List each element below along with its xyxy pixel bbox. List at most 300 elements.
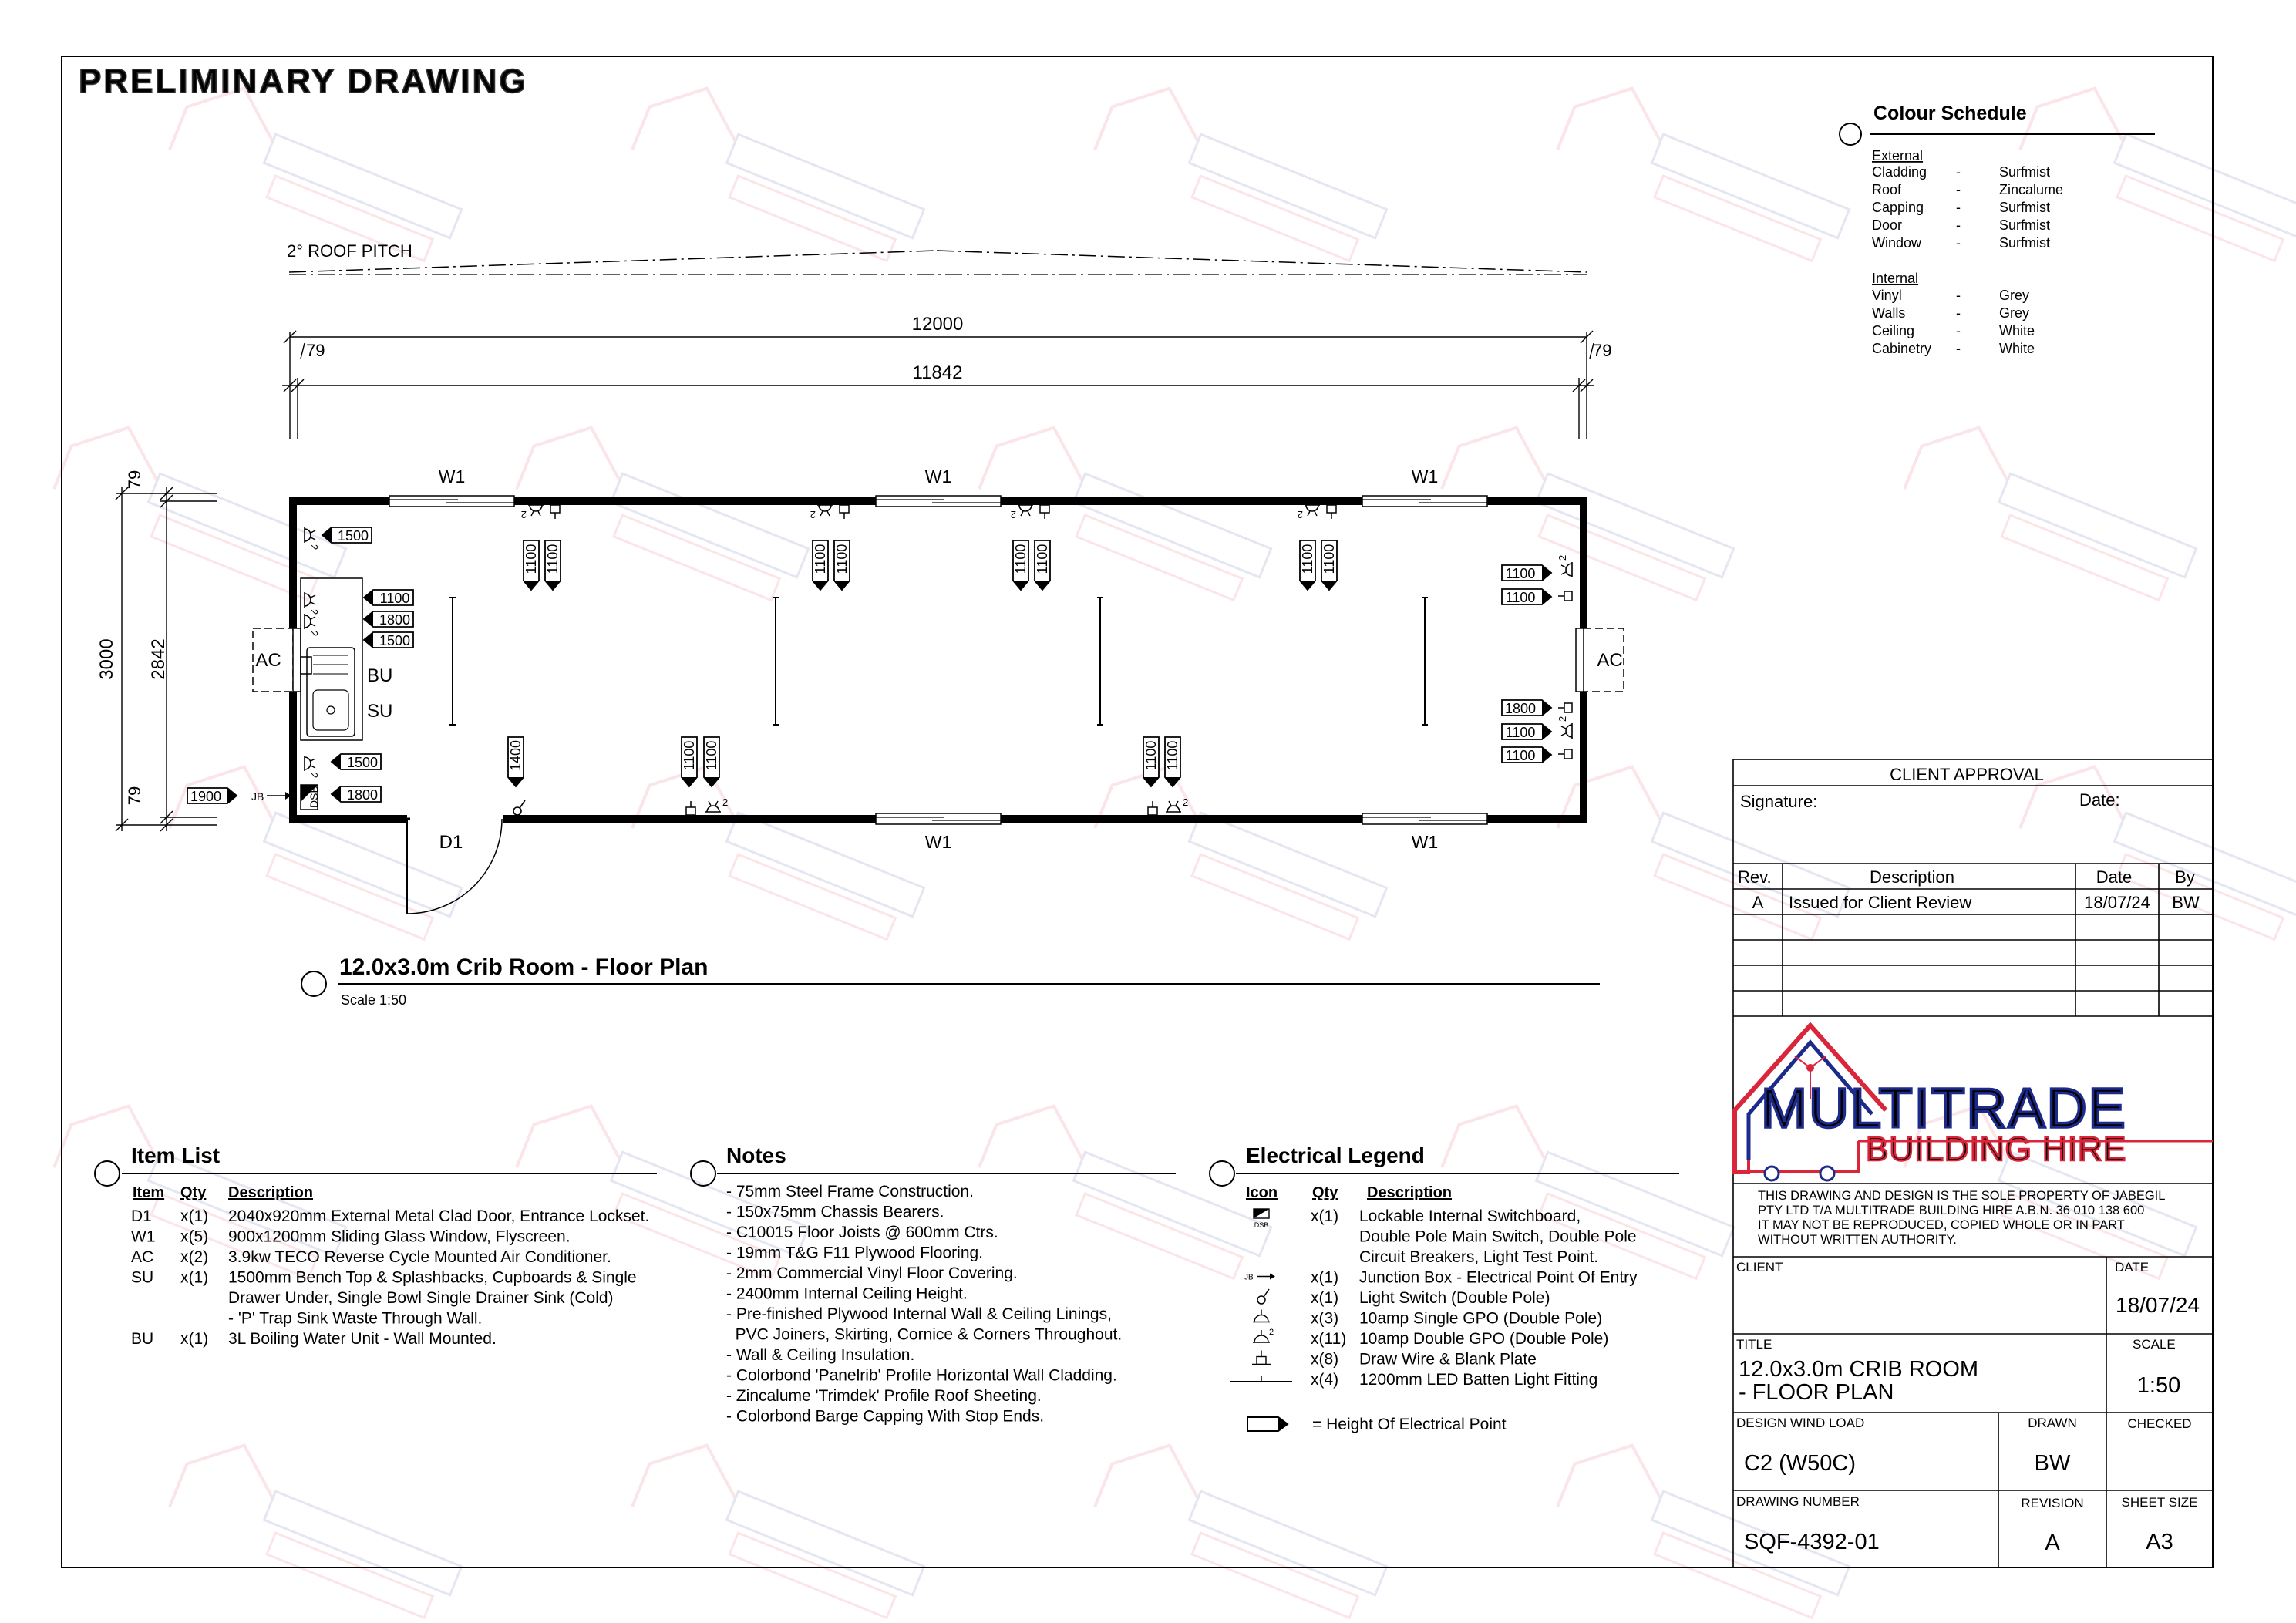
note-line: - 19mm T&G F11 Plywood Flooring.: [726, 1244, 984, 1262]
item-list-row: [131, 1330, 497, 1348]
internal-heading: Internal: [1872, 271, 1919, 286]
svg-text:Window: Window: [1872, 235, 1922, 251]
window-label: W1: [438, 466, 466, 487]
svg-text:D1: D1: [131, 1207, 152, 1225]
height-tag: [813, 540, 828, 590]
rev-by-header: By: [2175, 867, 2195, 887]
height-tag: [1502, 700, 1551, 716]
switchboard: [301, 785, 320, 810]
approval-date-label: Date:: [2079, 790, 2120, 810]
rev-row-date: 18/07/24: [2084, 893, 2150, 912]
height-tag: [1321, 540, 1337, 590]
svg-text:x(5): x(5): [180, 1227, 209, 1246]
height-tag: [508, 737, 524, 786]
double-gpo-icon: [1557, 555, 1572, 577]
svg-text:x(8): x(8): [1311, 1350, 1339, 1369]
colour-row: [1872, 164, 2050, 180]
svg-text:1500mm Bench Top & Splashbacks: 1500mm Bench Top & Splashbacks, Cupboards & Single: [228, 1268, 637, 1287]
note-line: - C10015 Floor Joists @ 600mm Ctrs.: [726, 1224, 998, 1241]
svg-text:1800: 1800: [1504, 701, 1537, 716]
draw-wire-icon: [840, 505, 849, 519]
svg-text:SU: SU: [131, 1268, 154, 1287]
switchboard-icon: [1254, 1209, 1269, 1229]
draw-wire-icon: [550, 505, 560, 519]
drawing-number-label: DRAWING NUMBER: [1736, 1494, 1860, 1509]
svg-text:Draw Wire & Blank Plate: Draw Wire & Blank Plate: [1359, 1350, 1537, 1369]
watermark-logo: [1092, 71, 1398, 267]
draw-wire-icon: [1327, 505, 1336, 519]
disclaimer-line: PTY LTD T/A MULTITRADE BUILDING HIRE A.B.N. 36 010 138 600: [1758, 1204, 2145, 1217]
svg-text:Cabinetry: Cabinetry: [1872, 341, 1932, 356]
disclaimer-line: THIS DRAWING AND DESIGN IS THE SOLE PROPERTY OF JABEGIL: [1758, 1189, 2166, 1203]
svg-text:Grey: Grey: [1999, 305, 2030, 321]
ac-label-right: AC: [1597, 650, 1623, 671]
drawing-number: SQF-4392-01: [1744, 1530, 1880, 1554]
draw-wire-icon: [1148, 801, 1157, 815]
drawn-value: BW: [2034, 1451, 2071, 1476]
drawn-label: DRAWN: [2028, 1416, 2077, 1430]
electrical-legend: [1210, 1143, 1679, 1433]
svg-text:1800: 1800: [379, 612, 411, 628]
preliminary-stamp: PRELIMINARY DRAWING: [79, 62, 528, 100]
double-gpo-icon: [305, 592, 320, 615]
sheet-size-label: SHEET SIZE: [2121, 1495, 2198, 1510]
watermark-logo: [976, 1089, 1282, 1285]
svg-text:1500: 1500: [379, 633, 411, 648]
svg-text:-: -: [1956, 200, 1961, 215]
dim-wall-left: 79: [306, 341, 325, 360]
double-gpo-icon: [1557, 716, 1572, 739]
note-line: - Colorbond 'Panelrib' Profile Horizontal Wall Cladding.: [726, 1366, 1117, 1385]
legend-row: [1257, 1289, 1550, 1307]
colour-schedule-title: Colour Schedule: [1873, 103, 2027, 124]
light-switch-icon: [513, 800, 525, 815]
rev-row-description: Issued for Client Review: [1789, 893, 1972, 912]
watermark-logo: [167, 1428, 473, 1623]
svg-text:2: 2: [1557, 716, 1568, 722]
svg-text:1100: 1100: [545, 544, 561, 574]
electrical-points: [187, 505, 1572, 815]
svg-text:2: 2: [1557, 554, 1568, 561]
svg-text:1100: 1100: [1321, 544, 1337, 574]
date-field-label: DATE: [2115, 1260, 2150, 1274]
svg-text:2: 2: [1010, 509, 1016, 520]
ac-unit-left: [253, 628, 301, 692]
disclaimer-line: IT MAY NOT BE REPRODUCED, COPIED WHOLE OR IN PART: [1758, 1218, 2125, 1232]
jb-label: JB: [251, 790, 264, 803]
colour-row: [1872, 341, 2035, 356]
watermark-logo: [629, 71, 935, 267]
height-tag: [364, 632, 413, 648]
svg-text:2: 2: [1297, 509, 1303, 520]
rev-row-rev: A: [1752, 893, 1764, 912]
svg-text:x(2): x(2): [180, 1248, 209, 1266]
double-gpo-icon: [521, 505, 544, 520]
svg-text:Light Switch (Double Pole): Light Switch (Double Pole): [1359, 1289, 1550, 1307]
height-tag: [1502, 565, 1551, 581]
dsb-label: DSB: [308, 786, 320, 808]
height-tag: [1165, 737, 1180, 786]
svg-text:x(1): x(1): [180, 1207, 209, 1225]
svg-text:1100: 1100: [1505, 725, 1536, 740]
roof-pitch-label: 2° ROOF PITCH: [287, 241, 412, 261]
svg-text:2: 2: [1183, 796, 1189, 808]
svg-text:x(3): x(3): [1311, 1309, 1339, 1328]
svg-text:x(11): x(11): [1311, 1330, 1347, 1348]
colour-row: [1872, 200, 2050, 215]
svg-text:1100: 1100: [1505, 748, 1536, 763]
watermark-logo: [1901, 410, 2207, 606]
bu-label: BU: [367, 665, 393, 686]
item-list-header-item: Item: [133, 1184, 165, 1201]
svg-text:1100: 1100: [1505, 590, 1536, 605]
checked-label: CHECKED: [2127, 1416, 2192, 1431]
svg-text:1100: 1100: [834, 544, 850, 574]
item-list-row: [131, 1269, 637, 1328]
svg-text:Junction Box - Electrical Poin: Junction Box - Electrical Point Of Entry: [1359, 1268, 1638, 1287]
door-label: D1: [439, 832, 463, 853]
svg-text:1100: 1100: [682, 740, 697, 771]
svg-text:Double Pole Main Switch, Doubl: Double Pole Main Switch, Double Pole: [1359, 1227, 1637, 1246]
revision-value: A: [2045, 1530, 2060, 1555]
draw-wire-icon: [1252, 1351, 1271, 1365]
svg-text:2: 2: [308, 544, 320, 551]
svg-text:Vinyl: Vinyl: [1872, 288, 1902, 303]
svg-text:2: 2: [520, 509, 527, 520]
svg-text:-: -: [1956, 305, 1961, 321]
colour-row: [1872, 182, 2063, 197]
roof-pitch-elevation: [287, 241, 1587, 274]
legend-header-icon: Icon: [1246, 1184, 1278, 1201]
svg-text:Grey: Grey: [1999, 288, 2030, 303]
disclaimer: [1758, 1189, 2165, 1247]
height-tag: [364, 611, 413, 628]
note-line: - Colorbond Barge Capping With Stop Ends.: [726, 1407, 1045, 1426]
svg-text:10amp Double GPO (Double Pole): 10amp Double GPO (Double Pole): [1359, 1330, 1609, 1348]
dim-bottom-wall: 79: [125, 786, 144, 806]
svg-text:Drawer Under, Single Bowl Sing: Drawer Under, Single Bowl Single Drainer Sink (Cold): [228, 1289, 614, 1307]
single-gpo-icon: [1253, 1310, 1270, 1322]
logo-line-2: BUILDING HIRE: [1866, 1130, 2127, 1168]
watermark-logo: [629, 749, 935, 945]
svg-text:1100: 1100: [1165, 740, 1180, 771]
double-gpo-icon: [1298, 505, 1320, 520]
signature-label: Signature:: [1740, 792, 1818, 811]
title-block-text: [1738, 765, 2200, 912]
height-tag: [1143, 737, 1159, 786]
double-gpo-icon: [305, 527, 320, 550]
svg-text:Lockable Internal Switchboard,: Lockable Internal Switchboard,: [1359, 1207, 1581, 1225]
svg-text:Surfmist: Surfmist: [1999, 217, 2051, 233]
height-tag: [322, 527, 372, 544]
item-list-row: [131, 1248, 611, 1266]
svg-text:x(4): x(4): [1311, 1371, 1339, 1389]
double-gpo-icon: [705, 796, 728, 812]
window-w1-bottom-1: [876, 813, 1001, 852]
height-tag: [834, 540, 850, 590]
dim-inner-length: 11842: [912, 362, 963, 383]
single-gpo-icon: [305, 756, 320, 778]
svg-text:2: 2: [1269, 1328, 1274, 1337]
plan-title: 12.0x3.0m Crib Room - Floor Plan: [339, 955, 709, 980]
svg-text:BU: BU: [131, 1330, 154, 1348]
height-tag: [524, 540, 539, 590]
svg-text:x(1): x(1): [1311, 1289, 1339, 1307]
svg-text:Ceiling: Ceiling: [1872, 323, 1915, 338]
svg-text:White: White: [1999, 341, 2035, 356]
ac-unit-right: [1576, 628, 1624, 692]
colour-row: [1872, 217, 2050, 233]
legend-row: [1252, 1351, 1537, 1369]
colour-schedule: [1840, 103, 2155, 356]
rev-row-by: BW: [2172, 893, 2200, 912]
item-list-row: [131, 1207, 649, 1225]
building-walls: [293, 501, 1584, 819]
item-list-header-description: Description: [228, 1184, 314, 1201]
watermark-logo: [51, 410, 357, 606]
notes-title: Notes: [726, 1143, 786, 1167]
watermark-logo: [1554, 71, 1860, 267]
svg-text:10amp Single GPO (Double Pole): 10amp Single GPO (Double Pole): [1359, 1309, 1603, 1328]
svg-text:2: 2: [308, 609, 320, 615]
svg-text:Cladding: Cladding: [1872, 164, 1927, 180]
client-label: CLIENT: [1736, 1260, 1783, 1274]
item-list-header-qty: Qty: [180, 1184, 207, 1201]
light-switch-icon: [1257, 1289, 1269, 1304]
svg-text:2040x920mm External Metal Clad: 2040x920mm External Metal Clad Door, Entrance Lockset.: [228, 1207, 650, 1225]
height-tag: [682, 737, 697, 786]
legend-header-description: Description: [1367, 1184, 1453, 1201]
svg-text:x(1): x(1): [180, 1330, 209, 1348]
external-heading: External: [1872, 148, 1924, 163]
svg-text:-: -: [1956, 323, 1961, 338]
svg-text:Walls: Walls: [1872, 305, 1906, 321]
svg-text:-: -: [1956, 217, 1961, 233]
draw-wire-icon: [686, 801, 695, 815]
scale-value: 1:50: [2136, 1373, 2181, 1398]
window-w1-bottom-2: [1362, 813, 1487, 852]
svg-text:-: -: [1956, 182, 1961, 197]
height-tag: [1502, 589, 1551, 605]
svg-text:- 'P' Trap Sink Waste Through: - 'P' Trap Sink Waste Through Wall.: [228, 1309, 483, 1328]
junction-box-icon: [1244, 1274, 1275, 1282]
dim-overall-length: 12000: [911, 314, 964, 335]
svg-text:DSB: DSB: [1254, 1221, 1269, 1229]
double-gpo-icon: [1166, 796, 1188, 812]
svg-text:1800: 1800: [346, 787, 379, 803]
floor-plan: [187, 466, 1624, 1008]
svg-text:-: -: [1956, 164, 1961, 180]
svg-text:1100: 1100: [1505, 566, 1536, 581]
height-tag: [364, 590, 413, 606]
dim-inner-width: 2842: [148, 638, 169, 680]
svg-text:x(1): x(1): [1311, 1268, 1339, 1287]
colour-row: [1872, 323, 2035, 338]
svg-text:1100: 1100: [813, 544, 828, 574]
watermark-logo: [2017, 749, 2296, 945]
logo-line-1: MULTITRADE: [1761, 1078, 2127, 1140]
svg-text:2: 2: [722, 796, 729, 808]
watermark-logo: [167, 749, 473, 945]
svg-text:W1: W1: [131, 1227, 156, 1246]
svg-text:1200mm LED Batten Light Fittin: 1200mm LED Batten Light Fitting: [1359, 1371, 1598, 1389]
colour-row: [1872, 235, 2050, 251]
title-line-1: 12.0x3.0m CRIB ROOM: [1739, 1357, 1979, 1382]
note-line: PVC Joiners, Skirting, Cornice & Corners Throughout.: [726, 1325, 1123, 1344]
svg-text:Door: Door: [1872, 217, 1903, 233]
disclaimer-line: WITHOUT WRITTEN AUTHORITY.: [1758, 1233, 1957, 1247]
svg-text:1500: 1500: [346, 755, 379, 770]
door-d1: [404, 819, 502, 914]
legend-header-qty: Qty: [1312, 1184, 1338, 1201]
svg-text:2: 2: [810, 509, 816, 520]
double-gpo-icon: [810, 505, 833, 520]
item-list: [95, 1143, 657, 1348]
windows: [389, 466, 1487, 852]
date-value: 18/07/24: [2116, 1293, 2200, 1317]
legend-row: [1230, 1371, 1597, 1389]
svg-text:2: 2: [308, 631, 320, 637]
window-label: W1: [924, 466, 952, 487]
svg-text:Capping: Capping: [1872, 200, 1924, 215]
svg-text:3.9kw TECO Reverse Cycle Mount: 3.9kw TECO Reverse Cycle Mounted Air Conditioner.: [228, 1248, 611, 1266]
svg-text:AC: AC: [131, 1248, 154, 1266]
height-tag: [1502, 747, 1551, 763]
horizontal-dimensions: [282, 331, 1594, 439]
double-gpo-icon: [305, 614, 320, 636]
height-tag: [1035, 540, 1050, 590]
svg-text:x(1): x(1): [180, 1268, 209, 1287]
item-list-title: Item List: [131, 1143, 221, 1167]
ac-label-left: AC: [255, 650, 281, 671]
scale-label: SCALE: [2133, 1337, 2176, 1352]
height-tag: [704, 737, 719, 786]
plan-title-bubble: [301, 971, 326, 996]
rev-header: Rev.: [1738, 867, 1772, 887]
window-w1-top-2: [876, 466, 1001, 507]
dim-top-wall: 79: [125, 470, 144, 490]
note-line: - Pre-finished Plywood Internal Wall & Ceiling Linings,: [726, 1305, 1112, 1323]
colour-row: [1872, 305, 2029, 321]
svg-text:Surfmist: Surfmist: [1999, 200, 2051, 215]
su-label: SU: [367, 701, 393, 722]
dim-overall-width: 3000: [96, 638, 117, 680]
note-line: - 2mm Commercial Vinyl Floor Covering.: [726, 1264, 1018, 1282]
legend-row: [1254, 1207, 1637, 1266]
sheet-size-value: A3: [2146, 1530, 2173, 1554]
svg-text:1100: 1100: [1143, 740, 1159, 771]
watermark-logo: [1554, 749, 1860, 945]
window-label: W1: [1411, 832, 1439, 852]
title-label: TITLE: [1736, 1337, 1772, 1352]
junction-box: [251, 790, 291, 803]
window-w1-top-3: [1362, 466, 1487, 507]
svg-text:3L Boiling Water Unit - Wall M: 3L Boiling Water Unit - Wall Mounted.: [228, 1330, 497, 1348]
note-line: - 150x75mm Chassis Bearers.: [726, 1203, 944, 1221]
draw-wire-icon: [1558, 591, 1572, 601]
title-block-fields: [1736, 1260, 2200, 1555]
svg-text:900x1200mm Sliding Glass Windo: 900x1200mm Sliding Glass Window, Flyscreen.: [228, 1227, 571, 1246]
svg-text:x(1): x(1): [1311, 1207, 1339, 1225]
window-label: W1: [924, 832, 952, 852]
height-tag: [332, 786, 381, 803]
height-tag: [1300, 540, 1315, 590]
window-w1-top-1: [389, 466, 514, 507]
svg-text:-: -: [1956, 341, 1961, 356]
notes: [691, 1143, 1176, 1426]
note-line: - Zincalume 'Trimdek' Profile Roof Sheeting.: [726, 1387, 1042, 1405]
colour-row: [1872, 288, 2029, 303]
draw-wire-icon: [1558, 703, 1572, 712]
double-gpo-icon: [1253, 1328, 1274, 1342]
note-line: - 2400mm Internal Ceiling Height.: [726, 1285, 968, 1303]
svg-text:Circuit Breakers, Light Test P: Circuit Breakers, Light Test Point.: [1359, 1248, 1599, 1266]
legend-row: [1253, 1310, 1602, 1328]
height-tag: [332, 754, 381, 770]
svg-text:Zincalume: Zincalume: [1999, 182, 2064, 197]
svg-text:1400: 1400: [508, 739, 524, 772]
electrical-legend-title: Electrical Legend: [1246, 1143, 1425, 1167]
watermark-logo-pattern: [51, 71, 2296, 1623]
note-line: - Wall & Ceiling Insulation.: [726, 1346, 915, 1364]
svg-text:1100: 1100: [1035, 544, 1050, 574]
svg-text:1100: 1100: [704, 740, 719, 771]
svg-text:1100: 1100: [1013, 544, 1028, 574]
svg-text:White: White: [1999, 323, 2035, 338]
note-line: - 75mm Steel Frame Construction.: [726, 1183, 974, 1200]
double-gpo-icon: [1011, 505, 1033, 520]
plan-scale: Scale 1:50: [341, 992, 407, 1008]
client-approval-label: CLIENT APPROVAL: [1890, 765, 2044, 784]
watermark-logo: [1092, 1428, 1398, 1623]
svg-text:1100: 1100: [524, 544, 539, 574]
rev-description-header: Description: [1869, 867, 1955, 887]
led-batten-lights: [449, 598, 1428, 725]
height-tag: [1502, 724, 1551, 740]
svg-text:-: -: [1956, 288, 1961, 303]
height-tag: [187, 788, 237, 804]
svg-text:1100: 1100: [379, 591, 410, 606]
rev-date-header: Date: [2096, 867, 2133, 887]
legend-row: [1253, 1328, 1608, 1348]
svg-text:JB: JB: [1244, 1273, 1254, 1282]
window-label: W1: [1411, 466, 1439, 487]
led-batten-icon: [1230, 1376, 1292, 1382]
svg-text:Roof: Roof: [1872, 182, 1902, 197]
wind-load-value: C2 (W50C): [1744, 1451, 1857, 1476]
multitrade-logo: [1735, 1025, 2213, 1180]
watermark-logo: [167, 71, 473, 267]
height-tag-icon: [1247, 1417, 1288, 1431]
height-tag: [1013, 540, 1028, 590]
svg-text:Surfmist: Surfmist: [1999, 164, 2051, 180]
svg-text:1900: 1900: [190, 789, 222, 804]
title-line-2: - FLOOR PLAN: [1739, 1380, 1894, 1405]
svg-text:2: 2: [308, 773, 320, 779]
wind-load-label: DESIGN WIND LOAD: [1736, 1416, 1865, 1430]
watermark-logo: [1439, 410, 1745, 606]
draw-wire-icon: [1040, 505, 1049, 519]
watermark-logo: [1092, 749, 1398, 945]
revision-label: REVISION: [2021, 1496, 2084, 1510]
svg-text:-: -: [1956, 235, 1961, 251]
legend-row: [1244, 1269, 1638, 1287]
svg-text:1500: 1500: [337, 528, 369, 544]
height-note: = Height Of Electrical Point: [1312, 1416, 1507, 1433]
draw-wire-icon: [1558, 749, 1572, 759]
height-tag: [545, 540, 561, 590]
svg-text:1100: 1100: [1300, 544, 1315, 574]
